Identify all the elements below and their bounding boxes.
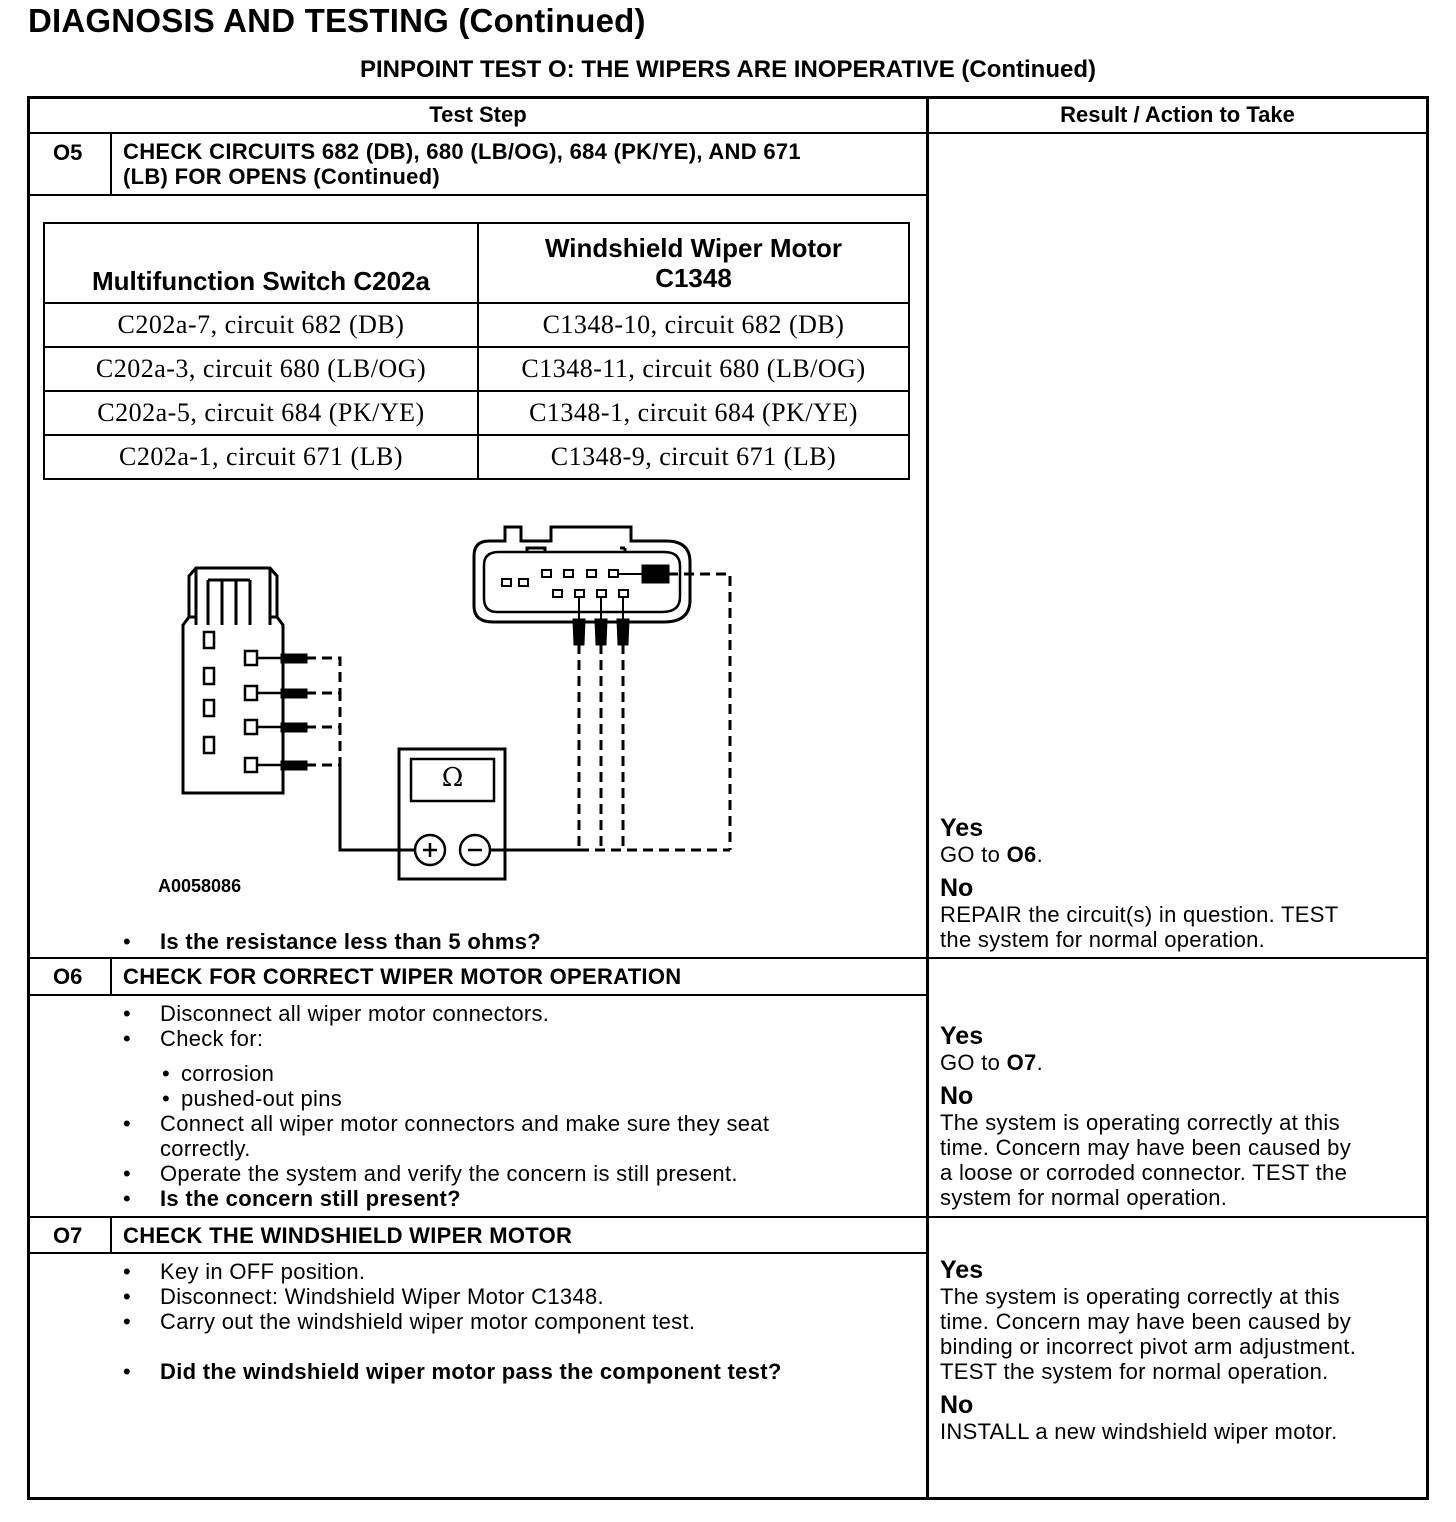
multifunction-switch-connector: [183, 568, 283, 793]
table-row: C202a-7, circuit 682 (DB) C1348-10, circuit 682 (DB): [44, 303, 909, 347]
o6-line2: Check for:: [160, 1026, 264, 1051]
o6-line1: Disconnect all wiper motor connectors.: [160, 1001, 550, 1026]
step-id-o6: O6: [53, 964, 83, 989]
ohm-symbol: Ω: [441, 763, 464, 793]
o7-line1: Key in OFF position.: [160, 1259, 366, 1284]
pinpoint-test-title: PINPOINT TEST O: THE WIPERS ARE INOPERATIVE (Continued): [359, 56, 1096, 83]
bullet: •: [123, 1111, 131, 1136]
step-title-o5: CHECK CIRCUITS 682 (DB), 680 (LB/OG), 684 (PK/YE), AND 671 (LB) FOR OPENS (Continued): [123, 139, 801, 189]
ohmmeter-wiring-diagram: [160, 515, 760, 895]
col-multifunction-switch: Multifunction Switch C202a: [44, 223, 478, 303]
step-id-o7: O7: [53, 1223, 83, 1248]
table-row: C202a-3, circuit 680 (LB/OG) C1348-11, circuit 680 (LB/OG): [44, 347, 909, 391]
bullet: •: [123, 1161, 131, 1186]
o7-question: Did the windshield wiper motor pass the component test?: [160, 1359, 782, 1384]
table-row: C202a-1, circuit 671 (LB) C1348-9, circuit 671 (LB): [44, 435, 909, 479]
o5-result: Yes GO to O6. No REPAIR the circuit(s) in question. TEST the system for normal operation.: [940, 814, 1339, 952]
o6-line4: Operate the system and verify the concern is still present.: [160, 1161, 738, 1186]
col-wiper-motor: Windshield Wiper Motor C1348: [478, 223, 909, 303]
bullet: •: [123, 1359, 131, 1384]
o6-result: Yes GO to O7. No The system is operating correctly at this time. Concern may have been caused by a loose or corroded connector. TEST the system for normal operation.: [940, 1022, 1351, 1210]
sub-bullet: •: [162, 1086, 170, 1111]
page-title: DIAGNOSIS AND TESTING (Continued): [28, 2, 646, 39]
step-title-o6: CHECK FOR CORRECT WIPER MOTOR OPERATION: [123, 964, 682, 989]
o7-result: Yes The system is operating correctly at this time. Concern may have been caused by binding or incorrect pivot arm adjustment. TEST the system for normal operation. No INSTALL a new windshield wiper motor.: [940, 1256, 1357, 1444]
figure-id: A0058086: [158, 876, 242, 896]
bullet: •: [123, 929, 131, 954]
o7-line2: Disconnect: Windshield Wiper Motor C1348.: [160, 1284, 604, 1309]
step-id-o5: O5: [53, 140, 83, 165]
o6-sub2: pushed-out pins: [181, 1086, 343, 1111]
o6-question: Is the concern still present?: [160, 1186, 461, 1211]
bullet: •: [123, 1186, 131, 1211]
bullet: •: [123, 1309, 131, 1334]
bullet: •: [123, 1259, 131, 1284]
table-row: C202a-5, circuit 684 (PK/YE) C1348-1, circuit 684 (PK/YE): [44, 391, 909, 435]
o5-question: Is the resistance less than 5 ohms?: [160, 929, 541, 954]
o6-sub1: corrosion: [181, 1061, 275, 1086]
bullet: •: [123, 1026, 131, 1051]
step-title-o7: CHECK THE WINDSHIELD WIPER MOTOR: [123, 1223, 573, 1248]
wiper-motor-connector: [474, 527, 730, 850]
bullet: •: [123, 1001, 131, 1026]
connector-pin-table: [43, 222, 910, 480]
header-result-action: Result / Action to Take: [1060, 102, 1295, 127]
switch-probe-leads: [257, 655, 414, 850]
header-test-step: Test Step: [429, 102, 527, 127]
o7-line3: Carry out the windshield wiper motor component test.: [160, 1309, 696, 1334]
sub-bullet: •: [162, 1061, 170, 1086]
o6-line3: Connect all wiper motor connectors and make sure they seat correctly.: [160, 1111, 770, 1161]
bullet: •: [123, 1284, 131, 1309]
